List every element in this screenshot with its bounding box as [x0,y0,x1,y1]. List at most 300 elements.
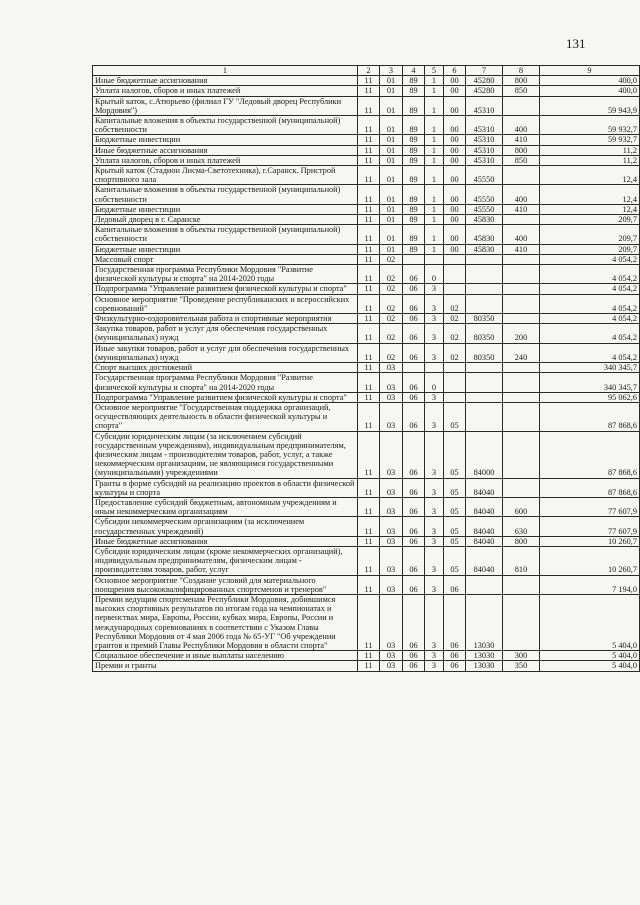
amount-cell: 87 868,6 [540,402,640,431]
header-cell: 5 [425,66,444,76]
row-name: Субсидии некоммерческим организациям (за исключением государственных учреждений) [93,517,358,536]
code-col-4: 06 [403,294,425,313]
code-col-2: 11 [358,594,380,650]
code-col-8: 810 [503,546,540,575]
code-col-7: 84040 [466,478,503,497]
code-col-7 [466,373,503,392]
code-col-6 [444,373,466,392]
code-col-4: 06 [403,661,425,671]
amount-cell: 400,0 [540,76,640,86]
code-col-2: 11 [358,517,380,536]
code-col-3: 01 [380,96,403,115]
code-col-4: 89 [403,185,425,204]
row-name: Закупка товаров, работ и услуг для обеспечения государственных (муниципальных) нужд [93,324,358,343]
amount-cell: 4 054,2 [540,294,640,313]
amount-cell: 95 062,6 [540,392,640,402]
code-col-8 [503,294,540,313]
code-col-3: 03 [380,497,403,516]
code-col-2: 11 [358,155,380,165]
code-col-4: 89 [403,135,425,145]
row-name: Государственная программа Республики Мордовия "Развитие физической культуры и спорта" на 2014-2020 годы [93,265,358,284]
code-col-6: 05 [444,431,466,478]
code-col-4: 06 [403,324,425,343]
code-col-2: 11 [358,402,380,431]
code-col-7 [466,363,503,373]
code-col-4: 89 [403,155,425,165]
code-col-6: 00 [444,155,466,165]
code-col-2: 11 [358,431,380,478]
row-name: Премии и гранты [93,661,358,671]
code-col-7: 84040 [466,517,503,536]
code-col-4: 06 [403,575,425,594]
code-col-8 [503,265,540,284]
row-name: Субсидии юридическим лицам (за исключением субсидий государственным учреждениям), индивидуальным предпринимателям, физическим лицам - производителям товаров, работ, услуг, а также некоммерческим организациям, не являющимся государственными (муниципальными) учреждениями [93,431,358,478]
amount-cell: 12,4 [540,204,640,214]
row-name: Уплата налогов, сборов и иных платежей [93,155,358,165]
code-col-8: 400 [503,116,540,135]
code-col-8: 400 [503,225,540,244]
code-col-5: 3 [425,594,444,650]
code-col-6: 00 [444,244,466,254]
code-col-2: 11 [358,314,380,324]
code-col-6: 00 [444,215,466,225]
code-col-8 [503,373,540,392]
code-col-3: 01 [380,204,403,214]
code-col-5: 3 [425,536,444,546]
code-col-3: 01 [380,76,403,86]
code-col-2: 11 [358,265,380,284]
code-col-2: 11 [358,373,380,392]
code-col-3: 03 [380,575,403,594]
table-row [93,594,640,650]
table-row [93,96,640,115]
code-col-7: 45280 [466,86,503,96]
code-col-6: 02 [444,324,466,343]
code-col-2: 11 [358,324,380,343]
code-col-8: 800 [503,76,540,86]
code-col-8 [503,575,540,594]
code-col-5 [425,254,444,264]
code-col-3: 03 [380,478,403,497]
header-cell: 8 [503,66,540,76]
row-name: Ледовый дворец в г. Саранске [93,215,358,225]
amount-cell: 400,0 [540,86,640,96]
code-col-4: 89 [403,204,425,214]
code-col-3: 03 [380,546,403,575]
code-col-4: 06 [403,594,425,650]
code-col-7: 13030 [466,594,503,650]
code-col-8: 350 [503,661,540,671]
amount-cell: 340 345,7 [540,373,640,392]
code-col-2: 11 [358,497,380,516]
code-col-3: 01 [380,135,403,145]
row-name: Бюджетные инвестиции [93,204,358,214]
code-col-2: 11 [358,294,380,313]
amount-cell: 4 054,2 [540,284,640,294]
code-col-4: 06 [403,651,425,661]
code-col-5: 1 [425,185,444,204]
code-col-5: 3 [425,431,444,478]
code-col-7: 13030 [466,661,503,671]
amount-cell: 7 194,0 [540,575,640,594]
code-col-7 [466,402,503,431]
code-col-5: 1 [425,86,444,96]
code-col-8: 410 [503,244,540,254]
code-col-5: 1 [425,145,444,155]
code-col-8 [503,478,540,497]
row-name: Крытый каток (Стадион Лисма-Светотехника), г.Саранск. Пристрой спортивного зала [93,166,358,185]
code-col-2: 11 [358,204,380,214]
code-col-7: 80350 [466,324,503,343]
header-cell: 4 [403,66,425,76]
code-col-7: 13030 [466,651,503,661]
code-col-2: 11 [358,254,380,264]
code-col-5: 1 [425,116,444,135]
row-name: Иные бюджетные ассигнования [93,536,358,546]
amount-cell: 4 054,2 [540,324,640,343]
amount-cell: 11,2 [540,155,640,165]
code-col-7: 45310 [466,145,503,155]
row-name: Спорт высших достижений [93,363,358,373]
code-col-4: 89 [403,215,425,225]
code-col-3: 03 [380,661,403,671]
amount-cell: 209,7 [540,215,640,225]
amount-cell: 10 260,7 [540,546,640,575]
code-col-4: 06 [403,392,425,402]
code-col-5: 1 [425,166,444,185]
table-row [93,76,640,86]
code-col-7: 45830 [466,225,503,244]
code-col-6 [444,363,466,373]
row-name: Иные бюджетные ассигнования [93,76,358,86]
code-col-5 [425,363,444,373]
amount-cell: 59 943,9 [540,96,640,115]
code-col-5: 3 [425,314,444,324]
amount-cell: 5 404,0 [540,651,640,661]
row-name: Премии ведущим спортсменам Республики Мордовия, добившимся высоких спортивных результатов по итогам года на чемпионатах и первенствах мира, Европы, России, кубках мира, Европы, России и международных соревнованиях в соответствии с Указом Главы Республики Мордовия от 4 мая 2006 года № 65-УГ "Об учреждении грантов и премий Главы Республики Мордовия в области спорта" [93,594,358,650]
table-row [93,575,640,594]
row-name: Физкультурно-оздоровительная работа и спортивные мероприятия [93,314,358,324]
table-row [93,517,640,536]
table-row [93,324,640,343]
code-col-6: 00 [444,166,466,185]
table-row [93,86,640,96]
code-col-8 [503,284,540,294]
code-col-5: 3 [425,402,444,431]
code-col-2: 11 [358,76,380,86]
code-col-6: 05 [444,536,466,546]
code-col-8 [503,363,540,373]
code-col-4: 06 [403,497,425,516]
code-col-3: 02 [380,254,403,264]
code-col-6: 05 [444,478,466,497]
table-row [93,155,640,165]
amount-cell: 10 260,7 [540,536,640,546]
code-col-6: 05 [444,497,466,516]
code-col-8: 850 [503,155,540,165]
code-col-4: 06 [403,265,425,284]
amount-cell: 209,7 [540,225,640,244]
code-col-6: 00 [444,96,466,115]
code-col-7: 45310 [466,116,503,135]
code-col-4: 89 [403,244,425,254]
code-col-5: 0 [425,265,444,284]
code-col-4: 89 [403,86,425,96]
code-col-2: 11 [358,546,380,575]
code-col-6: 02 [444,314,466,324]
row-name: Основное мероприятие "Создание условий для материального поощрения высококвалифицированных спортсменов и тренеров" [93,575,358,594]
table-row [93,254,640,264]
row-name: Капитальные вложения в объекты государственной (муниципальной) собственности [93,225,358,244]
code-col-3: 01 [380,155,403,165]
code-col-6 [444,254,466,264]
code-col-7: 84040 [466,497,503,516]
table-row [93,135,640,145]
row-name: Иные закупки товаров, работ и услуг для обеспечения государственных (муниципальных) нужд [93,343,358,362]
code-col-6: 06 [444,661,466,671]
code-col-8: 410 [503,204,540,214]
code-col-6: 05 [444,402,466,431]
code-col-3: 03 [380,392,403,402]
table-row [93,215,640,225]
code-col-2: 11 [358,575,380,594]
row-name: Субсидии юридическим лицам (кроме некоммерческих организаций), индивидуальным предпринимателям, физическим лицам - производителям товаров, работ, услуг [93,546,358,575]
code-col-2: 11 [358,215,380,225]
code-col-7 [466,392,503,402]
code-col-7: 45310 [466,155,503,165]
row-name: Капитальные вложения в объекты государственной (муниципальной) собственности [93,116,358,135]
code-col-5: 1 [425,76,444,86]
code-col-4: 06 [403,284,425,294]
header-cell: 2 [358,66,380,76]
amount-cell: 87 868,6 [540,478,640,497]
table-row [93,651,640,661]
row-name: Основное мероприятие "Государственная поддержка организаций, осуществляющих деятельность в области физической культуры и спорта" [93,402,358,431]
code-col-5: 3 [425,324,444,343]
code-col-8 [503,594,540,650]
amount-cell: 59 932,7 [540,135,640,145]
code-col-8 [503,392,540,402]
code-col-5: 3 [425,575,444,594]
code-col-4: 06 [403,517,425,536]
code-col-6 [444,284,466,294]
code-col-3: 02 [380,343,403,362]
code-col-5: 3 [425,651,444,661]
code-col-6: 06 [444,651,466,661]
code-col-3: 03 [380,536,403,546]
code-col-8: 630 [503,517,540,536]
table-body [93,66,640,672]
row-name: Крытый каток, с.Атюрьево (филиал ГУ "Ледовый дворец Республики Мордовия") [93,96,358,115]
row-name: Бюджетные инвестиции [93,135,358,145]
code-col-5: 3 [425,546,444,575]
code-col-8: 240 [503,343,540,362]
amount-cell: 340 345,7 [540,363,640,373]
code-col-8: 300 [503,651,540,661]
row-name: Государственная программа Республики Мордовия "Развитие физической культуры и спорта" на 2014-2020 годы [93,373,358,392]
code-col-7: 45550 [466,166,503,185]
code-col-5: 3 [425,517,444,536]
row-name: Бюджетные инвестиции [93,244,358,254]
code-col-3: 01 [380,145,403,155]
code-col-5: 3 [425,478,444,497]
header-cell: 3 [380,66,403,76]
code-col-8 [503,166,540,185]
row-name: Предоставление субсидий бюджетным, автономным учреждениям и иным некоммерческим организациям [93,497,358,516]
code-col-6: 00 [444,86,466,96]
code-col-6: 00 [444,76,466,86]
code-col-8: 200 [503,324,540,343]
code-col-7 [466,265,503,284]
header-cell: 9 [540,66,640,76]
code-col-2: 11 [358,96,380,115]
code-col-3: 03 [380,517,403,536]
code-col-4: 06 [403,478,425,497]
code-col-4: 89 [403,166,425,185]
code-col-8: 410 [503,135,540,145]
code-col-5: 3 [425,392,444,402]
code-col-7: 84000 [466,431,503,478]
code-col-5: 3 [425,294,444,313]
code-col-7 [466,294,503,313]
amount-cell: 5 404,0 [540,594,640,650]
code-col-8 [503,254,540,264]
code-col-2: 11 [358,536,380,546]
code-col-6 [444,265,466,284]
code-col-7: 45830 [466,244,503,254]
code-col-4 [403,363,425,373]
table-header-row [93,66,640,76]
code-col-3: 03 [380,363,403,373]
code-col-6: 06 [444,575,466,594]
table-row [93,373,640,392]
code-col-3: 02 [380,314,403,324]
code-col-6: 05 [444,546,466,575]
code-col-3: 02 [380,265,403,284]
code-col-2: 11 [358,225,380,244]
code-col-7: 45310 [466,96,503,115]
code-col-5: 3 [425,497,444,516]
code-col-2: 11 [358,478,380,497]
amount-cell: 12,4 [540,185,640,204]
code-col-7: 80350 [466,314,503,324]
budget-table [92,65,640,672]
code-col-5: 3 [425,284,444,294]
code-col-4: 06 [403,343,425,362]
code-col-6: 00 [444,145,466,155]
table-row [93,661,640,671]
code-col-2: 11 [358,651,380,661]
code-col-4: 89 [403,116,425,135]
code-col-7: 45280 [466,76,503,86]
code-col-4 [403,254,425,264]
code-col-6: 05 [444,517,466,536]
table-row [93,116,640,135]
header-cell: 1 [93,66,358,76]
code-col-3: 02 [380,324,403,343]
code-col-3: 03 [380,431,403,478]
code-col-4: 06 [403,373,425,392]
amount-cell: 77 607,9 [540,497,640,516]
code-col-3: 01 [380,185,403,204]
header-cell: 6 [444,66,466,76]
code-col-4: 06 [403,431,425,478]
code-col-3: 01 [380,244,403,254]
table-row [93,343,640,362]
row-name: Подпрограмма "Управление развитием физической культуры и спорта" [93,284,358,294]
code-col-2: 11 [358,116,380,135]
code-col-6: 02 [444,294,466,313]
code-col-8 [503,96,540,115]
code-col-5: 1 [425,244,444,254]
code-col-6: 00 [444,204,466,214]
table-row [93,431,640,478]
code-col-5: 3 [425,343,444,362]
code-col-6 [444,392,466,402]
row-name: Социальное обеспечение и иные выплаты населению [93,651,358,661]
code-col-6: 00 [444,116,466,135]
amount-cell: 77 607,9 [540,517,640,536]
code-col-7: 84040 [466,536,503,546]
amount-cell: 59 932,7 [540,116,640,135]
table-row [93,244,640,254]
table-row [93,402,640,431]
table-row [93,497,640,516]
code-col-8: 800 [503,536,540,546]
amount-cell: 4 054,2 [540,254,640,264]
code-col-4: 89 [403,145,425,155]
table-row [93,284,640,294]
amount-cell: 5 404,0 [540,661,640,671]
code-col-5: 1 [425,225,444,244]
amount-cell: 4 054,2 [540,265,640,284]
table-row [93,536,640,546]
amount-cell: 4 054,2 [540,314,640,324]
code-col-8 [503,431,540,478]
code-col-3: 01 [380,116,403,135]
code-col-2: 11 [358,86,380,96]
code-col-7 [466,254,503,264]
code-col-6: 02 [444,343,466,362]
code-col-6: 00 [444,225,466,244]
code-col-3: 01 [380,86,403,96]
code-col-4: 06 [403,314,425,324]
amount-cell: 209,7 [540,244,640,254]
code-col-3: 02 [380,294,403,313]
amount-cell: 87 868,6 [540,431,640,478]
row-name: Капитальные вложения в объекты государственной (муниципальной) собственности [93,185,358,204]
code-col-8 [503,402,540,431]
table-row [93,204,640,214]
row-name: Подпрограмма "Управление развитием физической культуры и спорта" [93,392,358,402]
code-col-6: 00 [444,135,466,145]
table-row [93,265,640,284]
code-col-3: 03 [380,402,403,431]
code-col-6: 06 [444,594,466,650]
table-row [93,166,640,185]
code-col-3: 01 [380,166,403,185]
code-col-3: 01 [380,225,403,244]
code-col-7: 84040 [466,546,503,575]
table-row [93,314,640,324]
code-col-7 [466,575,503,594]
code-col-2: 11 [358,185,380,204]
code-col-2: 11 [358,343,380,362]
code-col-8 [503,215,540,225]
code-col-2: 11 [358,392,380,402]
code-col-3: 03 [380,651,403,661]
code-col-7: 80350 [466,343,503,362]
